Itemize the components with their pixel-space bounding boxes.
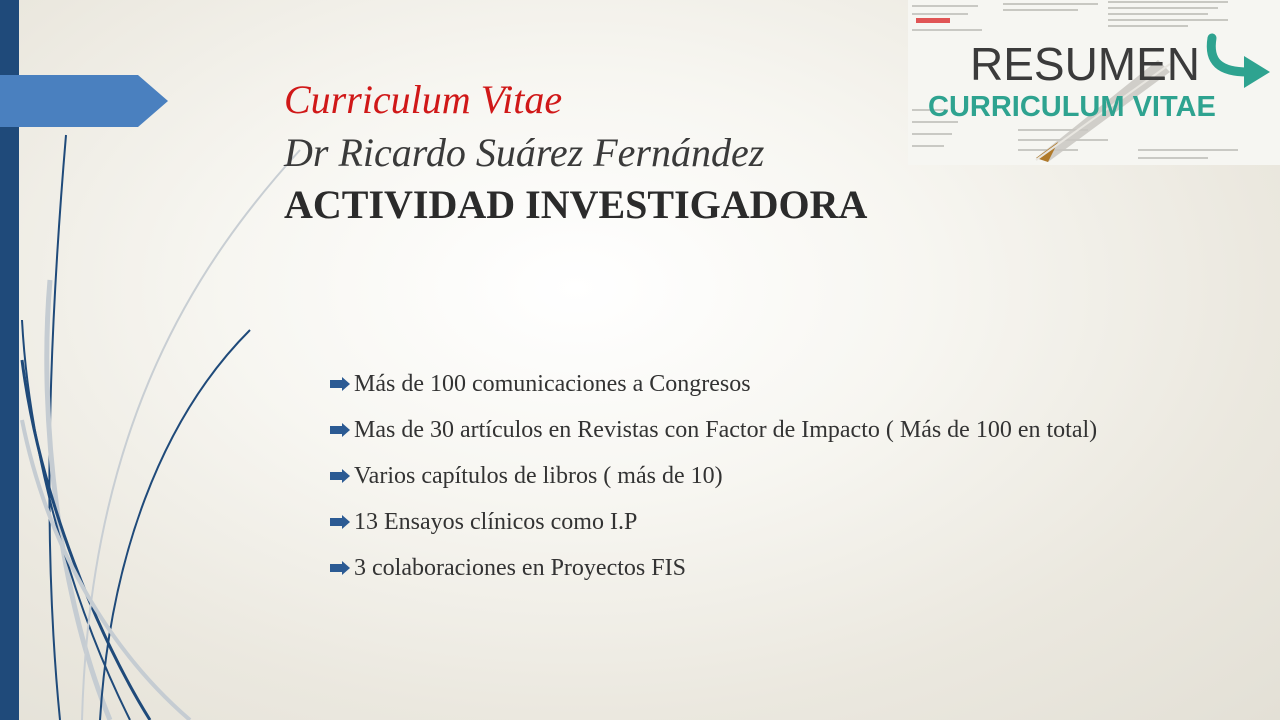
list-item — [330, 552, 1130, 584]
arrow-bullet-icon — [330, 377, 352, 391]
list-item — [330, 368, 1130, 400]
curved-arrow-icon — [1204, 32, 1276, 92]
list-item-text: 3 colaboraciones en Proyectos FIS — [354, 555, 686, 581]
title-accent-arrow — [0, 75, 168, 127]
arrow-bullet-icon — [330, 561, 352, 575]
arrow-bullet-icon — [330, 515, 352, 529]
research-activity-list — [330, 368, 1130, 598]
title-curriculum-vitae: Curriculum Vitae — [284, 77, 563, 122]
list-item — [330, 506, 1130, 538]
list-item-text: Varios capítulos de libros ( más de 10) — [354, 463, 723, 489]
title-block — [284, 74, 1004, 230]
title-research-activity: ACTIVIDAD INVESTIGADORA — [284, 182, 868, 227]
logo-resumen-text: RESUMEN — [970, 38, 1201, 90]
list-item-text: Mas de 30 artículos en Revistas con Factor de Impacto ( Más de 100 en total) — [354, 417, 1098, 443]
list-item-text: 13 Ensayos clínicos como I.P — [354, 509, 638, 535]
resumen-cv-logo — [908, 0, 1280, 165]
list-item-text: Más de 100 comunicaciones a Congresos — [354, 371, 751, 397]
arrow-bullet-icon — [330, 469, 352, 483]
list-item — [330, 414, 1130, 446]
arrow-bullet-icon — [330, 423, 352, 437]
title-doctor-name: Dr Ricardo Suárez Fernández — [284, 130, 765, 175]
list-item — [330, 460, 1130, 492]
logo-curriculum-vitae-text: CURRICULUM VITAE — [928, 91, 1216, 123]
